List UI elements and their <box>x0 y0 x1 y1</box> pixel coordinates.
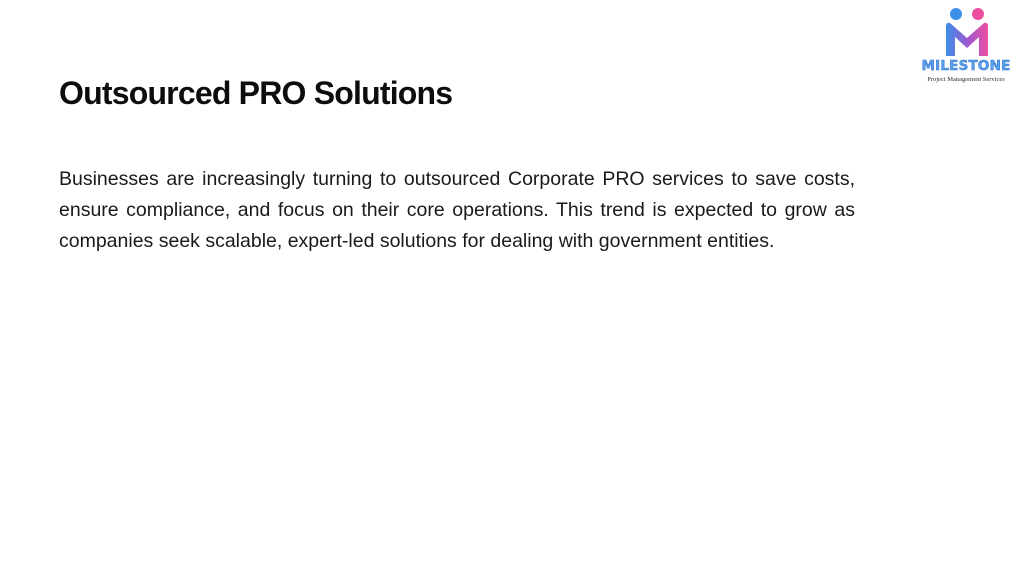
milestone-logo <box>912 4 1020 88</box>
milestone-m-logo-icon <box>942 6 992 58</box>
logo-tagline: Project Management Services <box>927 76 1005 83</box>
slide-body-text: Businesses are increasingly turning to outsourced Corporate PRO services to save costs, ensure compliance, and focus on their core operations. This trend is expected to grow as companies seek scalable, expert-led solutions for dealing with government entities. <box>59 168 855 252</box>
slide-title: Outsourced PRO Solutions <box>59 75 453 111</box>
logo-wordmark: MILESTONE <box>921 58 1011 74</box>
